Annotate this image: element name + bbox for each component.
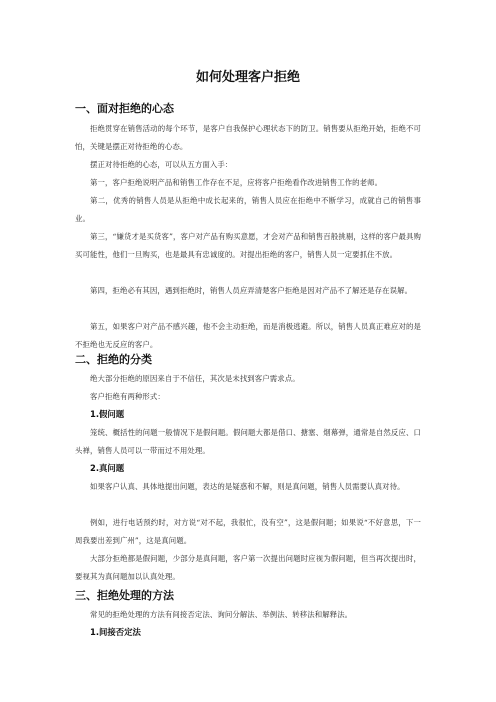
document-title: 如何处理客户拒绝 — [195, 70, 300, 85]
paragraph: 绝大部分拒绝的原因来自于不信任，其次是未找到客户需求点。 — [90, 374, 300, 383]
paragraph: 第二，优秀的销售人员是从拒绝中成长起来的，销售人员应在拒绝中不断学习，成就自己的销售事业。 — [75, 196, 421, 223]
section-heading-classification: 二、拒绝的分类 — [75, 353, 152, 366]
paragraph: 拒绝贯穿在销售活动的每个环节，是客户自我保护心理状态下的防卫。销售要从拒绝开始，拒绝不可怕，关键是摆正对待拒绝的心态。 — [75, 124, 421, 151]
paragraph: 大部分拒绝都是假问题，少部分是真问题，客户第一次提出问题时应视为假问题，但当再次提出时，要视其为真问题加以认真处理。 — [75, 554, 421, 581]
paragraph: 笼统、概括性的问题一般情况下是假问题。假问题大都是借口、搪塞、烟幕弹，通常是自然反应、口头禅，销售人员可以一带而过不用处理。 — [75, 428, 421, 455]
paragraph: 客户拒绝有两种形式： — [90, 392, 165, 401]
paragraph: 第三，“嫌货才是买货客”，客户对产品有购买意愿，才会对产品和销售百般挑剔，这样的客户最具购买可能性，他们一旦购买，也是最具有忠诚度的。对提出拒绝的客户，销售人员一定要抓住不放。 — [75, 232, 421, 259]
section-heading-methods: 三、拒绝处理的方法 — [75, 589, 174, 602]
paragraph: 摆正对待拒绝的心态，可以从五方面入手： — [90, 160, 233, 169]
section-heading-mindset: 一、面对拒绝的心态 — [75, 102, 174, 115]
paragraph: 第一，客户拒绝说明产品和销售工作存在不足，应将客户拒绝看作改进销售工作的老师。 — [90, 178, 383, 187]
paragraph: 如果客户认真、具体地提出问题，表达的是疑惑和不解，则是真问题，销售人员需要认真对待。 — [90, 482, 405, 491]
paragraph: 第四，拒绝必有其因，遇到拒绝时，销售人员应弄清楚客户拒绝是因对产品不了解还是存在误解。 — [90, 286, 413, 295]
paragraph: 第五，如果客户对产品不感兴趣，他不会主动拒绝，而是消极逃避。所以，销售人员真正难应对的是不拒绝也无反应的客户。 — [75, 322, 421, 349]
subheading-indirect-negation: 1.间接否定法 — [90, 627, 141, 637]
subheading-false-question: 1.假问题 — [90, 409, 125, 419]
paragraph: 例如，进行电话预约时，对方说“对不起，我很忙，没有空”，这是假问题；如果说“不好意思，下一周我要出差到广州”，这是真问题。 — [75, 518, 421, 545]
paragraph: 常见的拒绝处理的方法有间接否定法、询问分解法、举例法、转移法和解释法。 — [90, 610, 353, 619]
subheading-real-question: 2.真问题 — [90, 463, 125, 473]
